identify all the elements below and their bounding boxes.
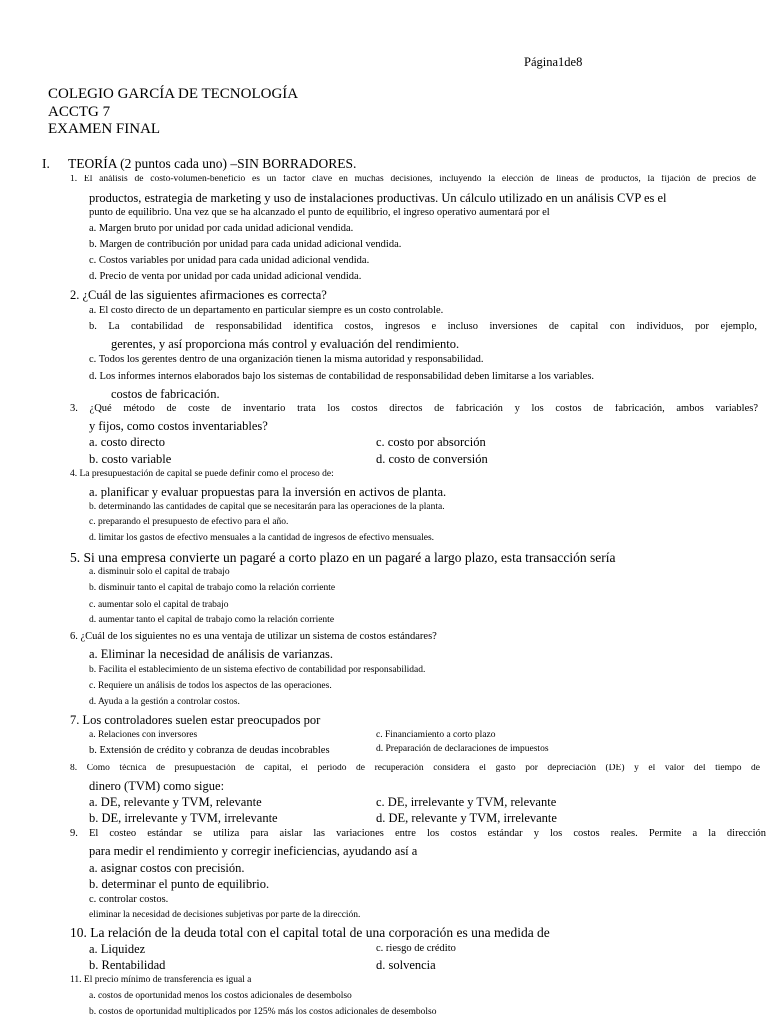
school-name: COLEGIO GARCÍA DE TECNOLOGÍA [48, 86, 299, 102]
q4-option-d: d. limitar los gastos de efectivo mensuales a la cantidad de ingresos de efectivo mensuales. [89, 533, 435, 543]
q5-option-b: b. disminuir tanto el capital de trabajo como la relación corriente [89, 583, 336, 593]
q1-option-b: b. Margen de contribución por unidad para cada unidad adicional vendida. [89, 239, 402, 250]
exam-title: EXAMEN FINAL [48, 121, 161, 137]
section-numeral: I. [42, 156, 50, 171]
q6-option-a: a. Eliminar la necesidad de análisis de varianzas. [89, 647, 333, 661]
q7-option-a: a. Relaciones con inversores [89, 730, 198, 740]
q8-stem-line-1: 8. Como técnica de presupuestación de capital, el período de recuperación considera el gasto por depreciación (DE) y el valor del tiempo de [70, 764, 760, 773]
q4-option-c: c. preparando el presupuesto de efectivo para el año. [89, 517, 289, 527]
q7-option-b: b. Extensión de crédito y cobranza de deudas incobrables [89, 745, 330, 756]
q3-option-d: d. costo de conversión [376, 452, 488, 466]
q7-stem: 7. Los controladores suelen estar preocupados por [70, 713, 321, 727]
q1-stem-line-3: punto de equilibrio. Una vez que se ha alcanzado el punto de equilibrio, el ingreso operativo aumentará por el [89, 207, 550, 218]
q3-option-a: a. costo directo [89, 435, 166, 449]
q6-option-b: b. Facilita el establecimiento de un sistema efectivo de contabilidad por responsabilidad. [89, 665, 426, 675]
q3-stem-line-1: 3. ¿Qué método de coste de inventario trata los costos directos de fabricación y los costos de fabricación, ambos variables? [70, 404, 758, 414]
q2-stem: 2. ¿Cuál de las siguientes afirmaciones es correcta? [70, 288, 327, 302]
q2-option-d-line-1: d. Los informes internos elaborados bajo los sistemas de contabilidad de responsabilidad deben limitarse a los variables. [89, 371, 595, 382]
q2-option-b-line-1: b. La contabilidad de responsabilidad identifica costos, ingresos e incluso inversiones de capital con individuos, por ejemplo, [89, 322, 757, 332]
q6-option-c: c. Requiere un análisis de todos los aspectos de las operaciones. [89, 681, 332, 691]
q8-option-c: c. DE, irrelevante y TVM, relevante [376, 795, 557, 809]
q2-option-b-line-2: gerentes, y así proporciona más control y evaluación del rendimiento. [111, 337, 460, 351]
page-number: Página1de8 [524, 55, 583, 69]
q8-option-a: a. DE, relevante y TVM, relevante [89, 795, 262, 809]
q11-stem: 11. El precio mínimo de transferencia es igual a [70, 975, 252, 985]
q1-stem-line-2: productos, estrategia de marketing y uso de instalaciones productivas. Un cálculo utilizado en un análisis CVP es el [89, 191, 667, 205]
q9-stem-line-2: para medir el rendimiento y corregir ineficiencias, ayudando así a [89, 844, 418, 858]
q6-stem: 6. ¿Cuál de los siguientes no es una ventaja de utilizar un sistema de costos estándares? [70, 631, 437, 642]
q5-option-c: c. aumentar solo el capital de trabajo [89, 600, 229, 610]
q3-option-b: b. costo variable [89, 452, 172, 466]
q9-option-a: a. asignar costos con precisión. [89, 861, 245, 875]
q10-option-a: a. Liquidez [89, 942, 146, 956]
q3-option-c: c. costo por absorción [376, 435, 486, 449]
q2-option-c: c. Todos los gerentes dentro de una organización tienen la misma autoridad y responsabilidad. [89, 354, 484, 365]
q8-option-d: d. DE, relevante y TVM, irrelevante [376, 811, 557, 825]
q9-option-b: b. determinar el punto de equilibrio. [89, 877, 270, 891]
q7-option-d: d. Preparación de declaraciones de impuestos [376, 744, 549, 754]
section-title: TEORÍA (2 puntos cada uno) –SIN BORRADORES. [68, 156, 357, 171]
course-code: ACCTG 7 [48, 104, 111, 120]
q5-option-d: d. aumentar tanto el capital de trabajo como la relación corriente [89, 615, 335, 625]
q8-stem-line-2: dinero (TVM) como sigue: [89, 779, 225, 793]
q10-option-b: b. Rentabilidad [89, 958, 166, 972]
q4-option-a: a. planificar y evaluar propuestas para la inversión en activos de planta. [89, 485, 447, 499]
q2-option-a: a. El costo directo de un departamento en particular siempre es un costo controlable. [89, 305, 444, 316]
q3-stem-line-2: y fijos, como costos inventariables? [89, 419, 268, 433]
q6-option-d: d. Ayuda a la gestión a controlar costos. [89, 697, 240, 707]
q8-option-b: b. DE, irrelevante y TVM, irrelevante [89, 811, 278, 825]
q1-option-c: c. Costos variables por unidad para cada unidad adicional vendida. [89, 255, 370, 266]
q5-stem: 5. Si una empresa convierte un pagaré a corto plazo en un pagaré a largo plazo, esta transacción sería [70, 550, 616, 565]
q10-option-c: c. riesgo de crédito [376, 943, 456, 954]
q4-stem: 4. La presupuestación de capital se puede definir como el proceso de: [70, 469, 334, 479]
q10-option-d: d. solvencia [376, 958, 436, 972]
q7-option-c: c. Financiamiento a corto plazo [376, 730, 496, 740]
q1-option-d: d. Precio de venta por unidad por cada unidad adicional vendida. [89, 271, 362, 282]
q1-stem-line-1: 1. El análisis de costo-volumen-beneficio es un factor clave en muchas decisiones, incluyendo la elección de líneas de productos, la fijación de precios de [70, 175, 756, 184]
q10-stem: 10. La relación de la deuda total con el capital total de una corporación es una medida de [70, 925, 550, 940]
q9-stem-line-1: 9. El costeo estándar se utiliza para aislar las variaciones entre los costos estándar y los costos reales. Permite a la dirección [70, 829, 766, 839]
q11-option-b: b. costos de oportunidad multiplicados por 125% más los costos adicionales de desembolso [89, 1007, 437, 1017]
q1-option-a: a. Margen bruto por unidad por cada unidad adicional vendida. [89, 223, 354, 234]
q11-option-a: a. costos de oportunidad menos los costos adicionales de desembolso [89, 991, 352, 1001]
q2-option-d-line-2: costos de fabricación. [111, 387, 220, 401]
q4-option-b: b. determinando las cantidades de capital que se necesitarán para las operaciones de la planta. [89, 502, 445, 512]
q9-option-c: c. controlar costos. [89, 894, 169, 905]
q9-option-d: eliminar la necesidad de decisiones subjetivas por parte de la dirección. [89, 910, 361, 920]
q5-option-a: a. disminuir solo el capital de trabajo [89, 567, 230, 577]
